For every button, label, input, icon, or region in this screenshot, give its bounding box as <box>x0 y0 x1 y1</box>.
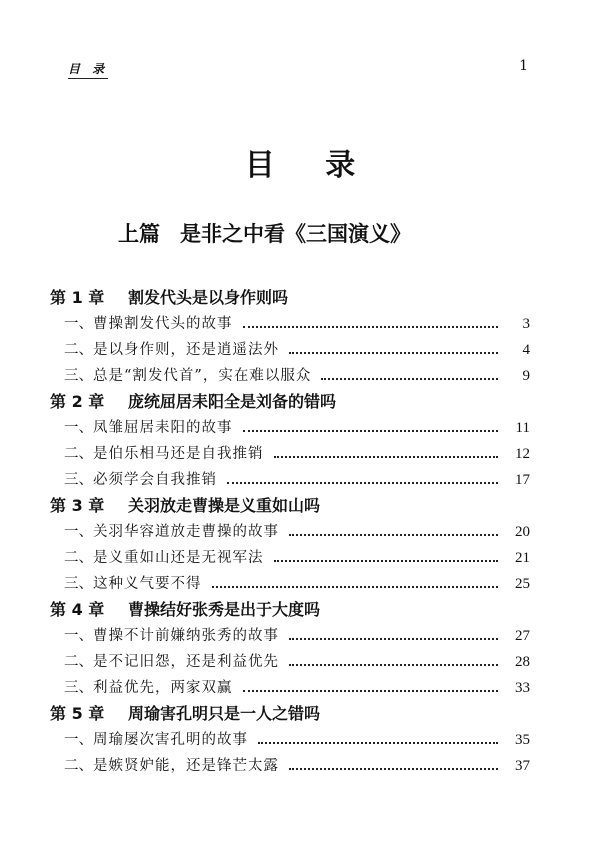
running-header-label: 目 录 <box>68 60 108 79</box>
toc-entry[interactable] <box>50 649 530 675</box>
dot-leader <box>289 664 498 666</box>
toc-entry[interactable] <box>50 337 530 363</box>
running-header <box>68 60 528 82</box>
chapter-title: 曹操结好张秀是出于大度吗 <box>128 600 321 619</box>
chapter-heading[interactable] <box>50 493 530 519</box>
entry-page-number: 28 <box>515 654 530 670</box>
entry-title: 是义重如山还是无视军法 <box>93 550 264 566</box>
entry-index: 二、 <box>64 758 93 774</box>
dot-leader <box>274 560 499 562</box>
page-title: 目 录 <box>244 148 376 183</box>
part-label: 上篇 <box>118 222 160 246</box>
entry-index: 一、 <box>64 420 93 436</box>
entry-page-number: 11 <box>515 420 530 436</box>
toc-entry[interactable] <box>50 545 530 571</box>
chapter-number: 第 2 章 <box>50 392 105 411</box>
entry-page-number: 33 <box>515 680 530 696</box>
dot-leader <box>258 742 498 744</box>
chapter-title: 割发代头是以身作则吗 <box>128 288 289 307</box>
chapter-heading[interactable] <box>50 285 530 311</box>
chapter-number: 第 4 章 <box>50 600 105 619</box>
toc-entry[interactable] <box>50 753 530 779</box>
entry-page-number: 27 <box>515 628 530 644</box>
chapter-number: 第 3 章 <box>50 496 105 515</box>
running-header-page-number: 1 <box>519 58 528 74</box>
dot-leader <box>243 430 499 432</box>
entry-page-number: 21 <box>515 550 530 566</box>
toc-entry[interactable] <box>50 311 530 337</box>
chapter-number: 第 1 章 <box>50 288 105 307</box>
part-title: 是非之中看《三国演义》 <box>180 222 411 246</box>
part-heading <box>118 218 411 248</box>
toc-entry[interactable] <box>50 623 530 649</box>
dot-leader <box>289 534 498 536</box>
entry-index: 一、 <box>64 628 93 644</box>
entry-title: 关羽华容道放走曹操的故事 <box>93 524 279 540</box>
dot-leader <box>289 352 498 354</box>
entry-index: 二、 <box>64 342 93 358</box>
entry-title: 是嫉贤妒能，还是锋芒太露 <box>93 758 279 774</box>
entry-page-number: 35 <box>515 732 530 748</box>
toc-entry[interactable] <box>50 675 530 701</box>
entry-title: 是不记旧怨，还是利益优先 <box>93 654 279 670</box>
toc-entry[interactable] <box>50 363 530 389</box>
dot-leader <box>289 638 498 640</box>
entry-index: 二、 <box>64 550 93 566</box>
entry-page-number: 9 <box>522 368 530 384</box>
chapter-heading[interactable] <box>50 701 530 727</box>
toc-entry[interactable] <box>50 571 530 597</box>
entry-index: 三、 <box>64 472 93 488</box>
chapter-1 <box>50 285 530 389</box>
entry-title: 周瑜屡次害孔明的故事 <box>93 732 248 748</box>
entry-title: 利益优先，两家双赢 <box>93 680 233 696</box>
entry-index: 三、 <box>64 576 93 592</box>
dot-leader <box>321 378 498 380</box>
entry-index: 一、 <box>64 524 93 540</box>
chapter-title: 周瑜害孔明只是一人之错吗 <box>128 704 321 723</box>
entry-title: 曹操不计前嫌纳张秀的故事 <box>93 628 279 644</box>
chapter-heading[interactable] <box>50 597 530 623</box>
chapter-4 <box>50 597 530 701</box>
entry-page-number: 3 <box>522 316 530 332</box>
entry-index: 一、 <box>64 732 93 748</box>
toc-entry[interactable] <box>50 727 530 753</box>
entry-index: 二、 <box>64 446 93 462</box>
dot-leader <box>243 326 499 328</box>
chapter-title: 庞统屈居耒阳全是刘备的错吗 <box>128 392 337 411</box>
table-of-contents <box>50 285 530 779</box>
entry-title: 必须学会自我推销 <box>93 472 217 488</box>
entry-page-number: 37 <box>515 758 530 774</box>
toc-entry[interactable] <box>50 441 530 467</box>
entry-title: 这种义气要不得 <box>93 576 202 592</box>
entry-title: 凤雏屈居耒阳的故事 <box>93 420 233 436</box>
chapter-title: 关羽放走曹操是义重如山吗 <box>128 496 321 515</box>
toc-entry[interactable] <box>50 415 530 441</box>
chapter-5 <box>50 701 530 779</box>
chapter-3 <box>50 493 530 597</box>
entry-page-number: 25 <box>515 576 530 592</box>
dot-leader <box>227 482 498 484</box>
dot-leader <box>289 768 498 770</box>
entry-page-number: 4 <box>522 342 530 358</box>
entry-title: 曹操割发代头的故事 <box>93 316 233 332</box>
chapter-heading[interactable] <box>50 389 530 415</box>
entry-index: 一、 <box>64 316 93 332</box>
entry-index: 三、 <box>64 680 93 696</box>
dot-leader <box>243 690 499 692</box>
entry-index: 二、 <box>64 654 93 670</box>
entry-page-number: 20 <box>515 524 530 540</box>
entry-index: 三、 <box>64 368 93 384</box>
toc-entry[interactable] <box>50 519 530 545</box>
entry-page-number: 12 <box>515 446 530 462</box>
entry-title: 是伯乐相马还是自我推销 <box>93 446 264 462</box>
dot-leader <box>274 456 499 458</box>
toc-entry[interactable] <box>50 467 530 493</box>
entry-page-number: 17 <box>515 472 530 488</box>
entry-title: 总是“割发代首”，实在难以服众 <box>93 368 312 384</box>
chapter-number: 第 5 章 <box>50 704 105 723</box>
entry-title: 是以身作则，还是逍遥法外 <box>93 342 279 358</box>
chapter-2 <box>50 389 530 493</box>
dot-leader <box>212 586 499 588</box>
